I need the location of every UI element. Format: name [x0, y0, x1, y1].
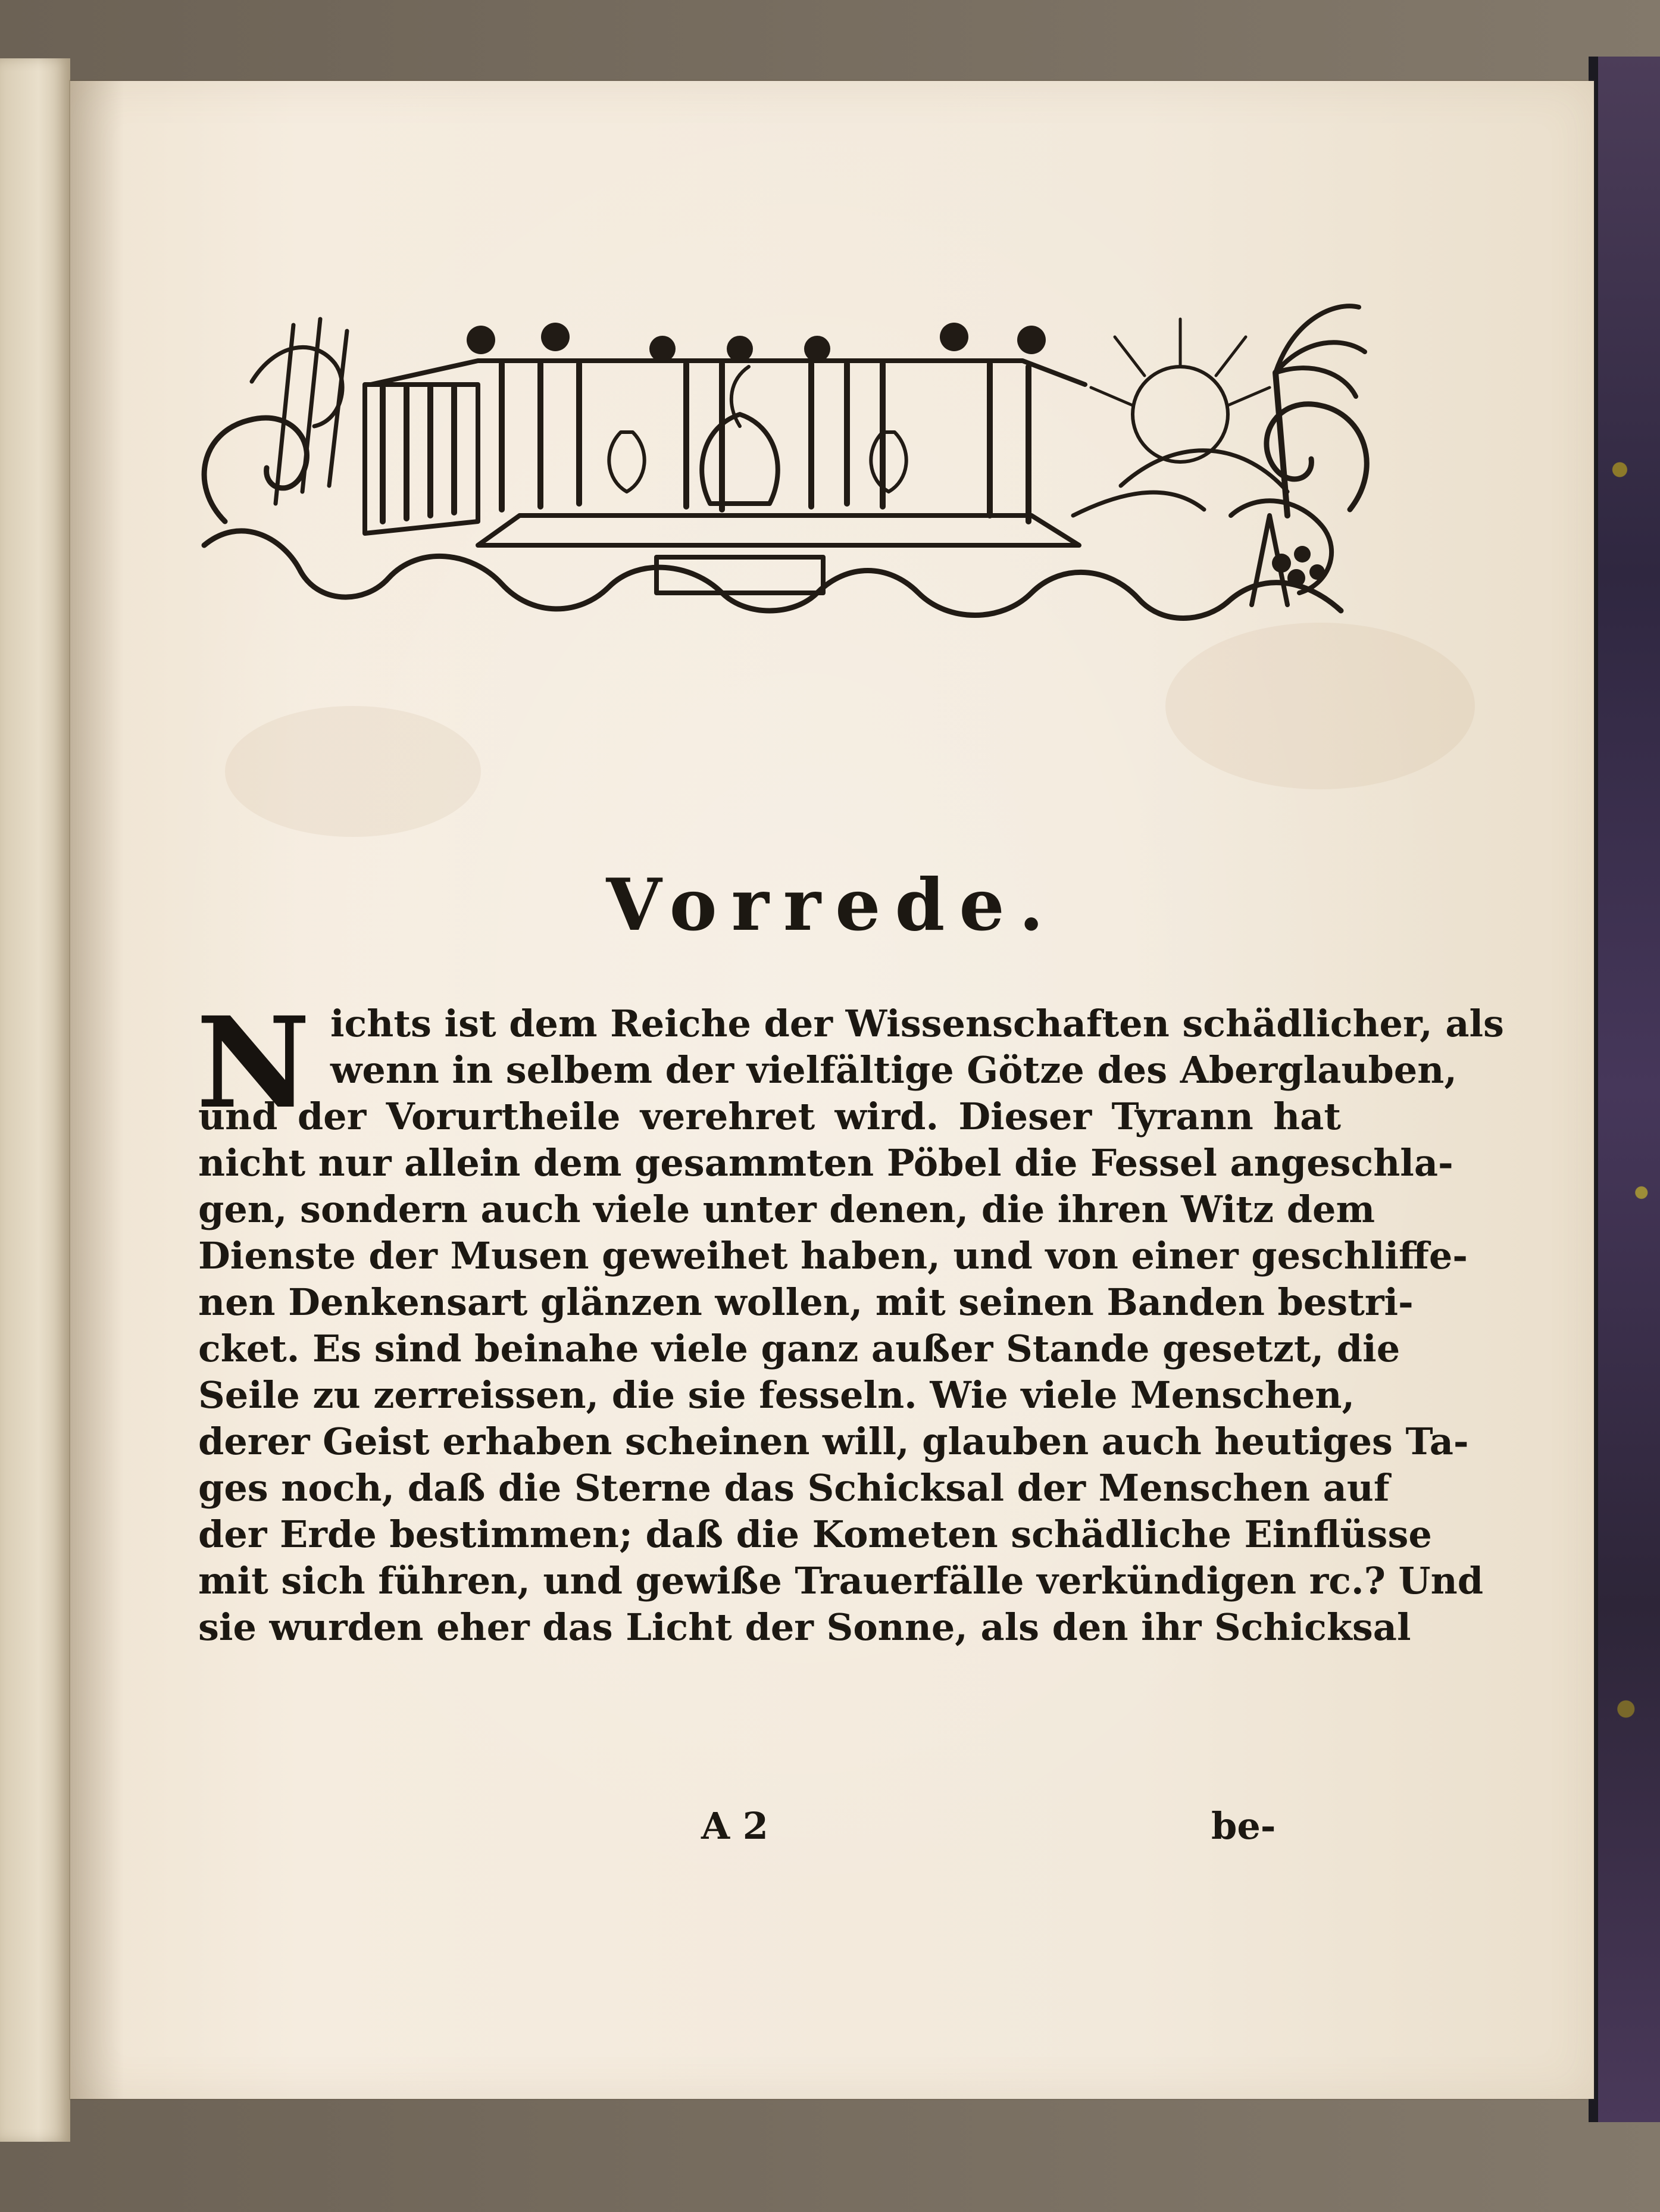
page-title: Vorrede.: [606, 863, 1058, 947]
text-line: wenn in selbem der vielfältige Götze des Aberglauben,: [330, 1048, 1457, 1092]
text-line: derer Geist erhaben scheinen will, glauben auch heutiges Ta-: [198, 1420, 1469, 1463]
text-line: gen, sondern auch viele unter denen, die ihren Witz dem: [198, 1188, 1375, 1231]
decorative-headpiece: [168, 236, 1386, 676]
paper-stain: [225, 706, 481, 837]
catchword: be-: [1211, 1804, 1276, 1848]
text-line: Dienste der Musen geweihet haben, und von einer geschliffe-: [198, 1234, 1468, 1277]
text-line: cket. Es sind beinahe viele ganz außer Stande gesetzt, die: [198, 1327, 1400, 1370]
text-line: und der Vorurtheile verehret wird. Dieser Tyrann hat: [198, 1095, 1341, 1138]
text-line: ges noch, daß die Sterne das Schicksal der Menschen auf: [198, 1466, 1390, 1510]
dropcap: N: [196, 989, 311, 1136]
text-line: nicht nur allein dem gesammten Pöbel die Fessel angeschla-: [198, 1141, 1453, 1185]
text-line: Seile zu zerreissen, die sie fesseln. Wie viele Menschen,: [198, 1373, 1355, 1417]
book-page: [70, 81, 1594, 2099]
text-line: der Erde bestimmen; daß die Kometen schädliche Einflüsse: [198, 1513, 1432, 1556]
text-line: nen Denkensart glänzen wollen, mit seinen Banden bestri-: [198, 1280, 1414, 1324]
book-cover-edge: [1589, 57, 1660, 2122]
headpiece-engraving: [168, 236, 1386, 676]
preface-body: [196, 989, 1504, 1846]
text-line: mit sich führen, und gewiße Trauerfälle verkündigen rc.? Und: [198, 1559, 1484, 1602]
page-signature: A 2: [701, 1804, 768, 1848]
text-line: ichts ist dem Reiche der Wissenschaften schädlicher, als: [330, 1002, 1504, 1045]
text-line: sie wurden eher das Licht der Sonne, als den ihr Schicksal: [198, 1605, 1411, 1649]
left-page-edge: [0, 58, 70, 2142]
